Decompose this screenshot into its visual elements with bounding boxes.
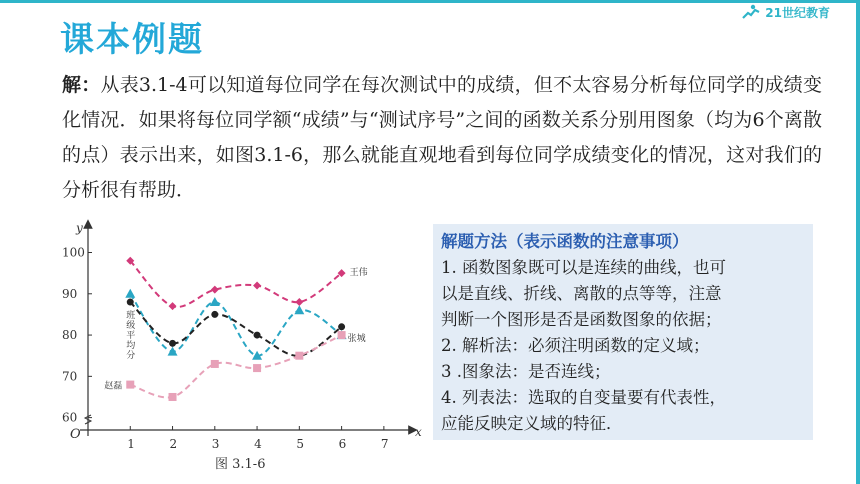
origin-label: O [70, 427, 81, 442]
x-tick-label: 2 [169, 437, 178, 451]
y-tick-label: 60 [62, 410, 78, 425]
tip-line: 应能反映定义域的特征． [441, 414, 623, 433]
data-point [294, 305, 304, 314]
data-point [338, 323, 345, 330]
data-point [125, 289, 135, 298]
series-label: 王伟 [349, 268, 368, 279]
x-axis-label: x [415, 425, 422, 439]
left-margin [0, 0, 22, 484]
series-curve [130, 294, 341, 356]
data-point [295, 352, 303, 360]
page-title: 课本例题 [60, 20, 204, 60]
data-point [211, 286, 219, 294]
data-point [295, 298, 303, 306]
chart-caption: 图 3.1-6 [215, 457, 266, 472]
series-label: 张城 [347, 334, 366, 345]
x-tick-label: 7 [380, 437, 389, 451]
data-point [211, 360, 219, 368]
y-tick-label: 90 [62, 286, 78, 301]
series-label: 级 [126, 321, 136, 332]
score-chart [60, 218, 430, 484]
solution-paragraph [62, 68, 822, 208]
brand-logo [739, 3, 830, 21]
axis-break [85, 415, 91, 424]
data-point [169, 302, 177, 310]
tip-line: 4. 列表法：选取的自变量要有代表性， [441, 388, 726, 407]
solution-colon: ： [81, 74, 101, 96]
top-accent-rule [0, 0, 860, 3]
data-point [210, 297, 220, 306]
data-point [253, 282, 261, 290]
x-tick-label: 4 [254, 437, 262, 451]
series-curve [130, 261, 341, 307]
data-point [168, 347, 178, 356]
tip-line: 以是直线、折线、离散的点等等，注意 [441, 284, 722, 303]
tip-line: 判断一个图形是否是函数图象的依据； [441, 310, 722, 329]
data-point [169, 340, 176, 347]
tip-line: 3 .图象法：是否连线； [441, 362, 611, 381]
series-label: 均 [126, 341, 136, 352]
series-label: 赵磊 [104, 381, 123, 392]
data-point [253, 364, 261, 372]
series-label: 分 [126, 351, 136, 362]
runner-icon [739, 4, 761, 20]
series-curve [130, 335, 341, 397]
tips-title: 解题方法（表示函数的注意事项） [441, 232, 689, 251]
tip-line: 2. 解析法：必须注明函数的定义域； [441, 336, 710, 355]
solution-body: 从表3.1-4可以知道每位同学在每次测试中的成绩，但不太容易分析每位同学的成绩变化情况．如果将每位同学额“成绩”与“测试序号”之间的函数关系分别用图象（均为6个离散的点）表示出来，如图3.1-6，那么就能直观地看到每位同学成绩变化的情况，这对我们的分析很有帮助． [62, 74, 822, 201]
data-point [169, 393, 177, 401]
series-label: 平 [126, 331, 136, 342]
tips-lines [441, 255, 805, 437]
data-point [338, 331, 346, 339]
data-point [211, 311, 218, 318]
solution-lead: 解 [62, 74, 82, 96]
right-accent-rule [856, 0, 860, 484]
y-tick-label: 100 [62, 245, 85, 260]
data-point [126, 381, 134, 389]
x-tick-label: 6 [338, 437, 347, 451]
series-label: 班 [126, 311, 136, 322]
y-tick-label: 80 [62, 328, 78, 343]
data-point [254, 332, 261, 339]
logo-text: 21世纪教育 [765, 5, 830, 20]
y-tick-label: 70 [62, 369, 78, 384]
y-axis-label: y [76, 221, 83, 235]
x-tick-label: 5 [296, 437, 304, 451]
tip-line: 1. 函数图象既可以是连续的曲线，也可 [441, 258, 726, 277]
data-point [127, 299, 134, 306]
x-tick-label: 1 [127, 437, 135, 451]
method-tips-box [433, 224, 813, 440]
x-tick-label: 3 [211, 437, 220, 451]
